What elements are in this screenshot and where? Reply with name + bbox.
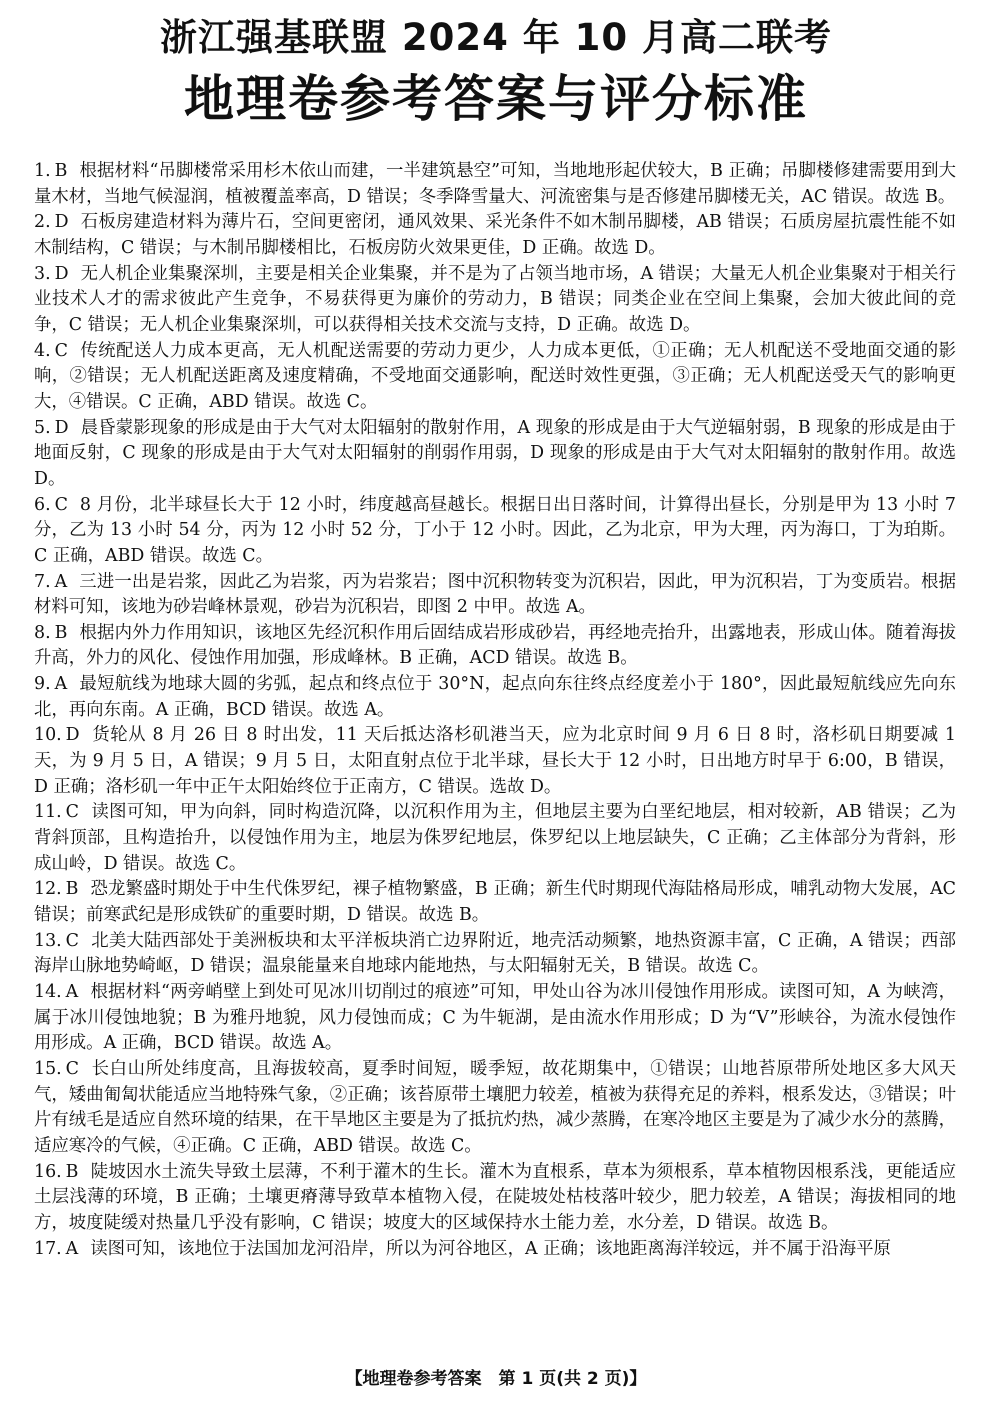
answer-item bbox=[34, 210, 956, 261]
answer-explanation: 8 月份，北半球昼长大于 12 小时，纬度越高昼越长。根据日出日落时间，计算得出昼长，分别是甲为 13 小时 7 分，乙为 13 小时 54 分，丙为 12 小时 52 分，丁小于 12 小时。因此，乙为北京，甲为大理，丙为海口，丁为珀斯。C 正确，ABD 错误。故选 C。 bbox=[34, 494, 956, 566]
answer-choice: D bbox=[54, 263, 69, 284]
answer-item bbox=[34, 723, 956, 800]
answer-choice: C bbox=[65, 930, 79, 951]
answer-choice: C bbox=[65, 1058, 79, 1079]
answer-item bbox=[34, 621, 956, 672]
answer-item bbox=[34, 159, 956, 210]
answer-number: 6. bbox=[34, 494, 51, 515]
answer-item bbox=[34, 929, 956, 980]
answer-item bbox=[34, 262, 956, 339]
answer-number: 15. bbox=[34, 1058, 62, 1079]
answer-choice: A bbox=[65, 1238, 79, 1259]
answer-item bbox=[34, 493, 956, 570]
answer-number: 2. bbox=[34, 212, 51, 233]
answer-explanation: 晨昏蒙影现象的形成是由于大气对太阳辐射的散射作用，A 现象的形成是由于大气逆辐射弱，B 现象的形成是由于地面反射，C 现象的形成是由于大气对太阳辐射的削弱作用弱，D 现象的形成是由于大气对太阳辐射的散射作用。故选 D。 bbox=[34, 417, 956, 489]
answer-choice: A bbox=[54, 674, 68, 695]
answer-item bbox=[34, 1057, 956, 1160]
answer-number: 12. bbox=[34, 879, 62, 900]
page-subtitle: 地理卷参考答案与评分标准 bbox=[184, 70, 808, 128]
answer-item bbox=[34, 339, 956, 416]
answer-number: 11. bbox=[34, 802, 62, 823]
answer-number: 1. bbox=[34, 161, 51, 181]
answer-number: 13. bbox=[34, 930, 62, 951]
answer-item bbox=[34, 980, 956, 1057]
answer-list bbox=[34, 159, 956, 1262]
answer-explanation: 三进一出是岩浆，因此乙为岩浆，丙为岩浆岩；图中沉积物转变为沉积岩，因此，甲为沉积岩，丁为变质岩。根据材料可知，该地为砂岩峰林景观，砂岩为沉积岩，即图 2 中甲。故选 A。 bbox=[34, 571, 956, 618]
answer-item bbox=[34, 1237, 956, 1263]
answer-explanation: 长白山所处纬度高，且海拔较高，夏季时间短，暖季短，故花期集中，①错误；山地苔原带所处地区多大风天气，矮曲匍匐状能适应当地特殊气象，②正确；该苔原带土壤肥力较差，植被为获得充足的养料，根系发达，③错误；叶片有绒毛是适应自然环境的结果，在干旱地区主要是为了抵抗灼热，减少蒸腾，在寒冷地区主要是为了减少水分的蒸腾，适应寒冷的气候，④正确。C 正确，ABD 错误。故选 C。 bbox=[34, 1058, 956, 1156]
answer-explanation: 传统配送人力成本更高，无人机配送需要的劳动力更少，人力成本更低，①正确；无人机配送不受地面交通的影响，②错误；无人机配送距离及速度精确，不受地面交通影响，配送时效性更强，③正确；无人机配送受天气的影响更大，④错误。C 正确，ABD 错误。故选 C。 bbox=[34, 340, 956, 412]
answer-choice: A bbox=[54, 571, 68, 592]
answer-number: 14. bbox=[34, 982, 62, 1002]
answer-explanation: 陡坡因水土流失导致土层薄，不利于灌木的生长。灌木为直根系，草本为须根系，草本植物因根系浅，更能适应土层浅薄的环境，B 正确；土壤更瘠薄导致草本植物入侵，在陡坡处枯枝落叶较少，肥力较差，A 错误；海拔相同的地方，坡度陡缓对热量几乎没有影响，C 错误；坡度大的区域保持水土能力差，水分差，D 错误。故选 B。 bbox=[34, 1161, 956, 1233]
answer-choice: B bbox=[54, 161, 68, 181]
answer-number: 3. bbox=[34, 263, 51, 284]
answer-choice: D bbox=[54, 212, 69, 233]
answer-explanation: 无人机企业集聚深圳，主要是相关企业集聚，并不是为了占领当地市场，A 错误；大量无人机企业集聚对于相关行业技术人才的需求彼此产生竞争，不易获得更为廉价的劳动力，B 错误；同类企业在空间上集聚，会加大彼此间的竞争，C 错误；无人机企业集聚深圳，可以获得相关技术交流与支持，D 正确。故选 D。 bbox=[34, 263, 956, 335]
answer-explanation: 根据材料“吊脚楼常采用杉木依山而建，一半建筑悬空”可知，当地地形起伏较大，B 正确；吊脚楼修建需要用到大量木材，当地气候湿润，植被覆盖率高，D 错误；冬季降雪量大、河流密集与是否修建吊脚楼无关，AC 错误。故选 B。 bbox=[34, 161, 956, 207]
answer-explanation: 根据内外力作用知识，该地区先经沉积作用后固结成岩形成砂岩，再经地壳抬升，出露地表，形成山体。随着海拔升高，外力的风化、侵蚀作用加强，形成峰林。B 正确，ACD 错误。故选 B。 bbox=[34, 622, 956, 669]
answer-choice: B bbox=[54, 622, 68, 643]
answer-choice: C bbox=[54, 494, 68, 515]
answer-number: 10. bbox=[34, 725, 62, 746]
answer-explanation: 货轮从 8 月 26 日 8 时出发，11 天后抵达洛杉矶港当天，应为北京时间 9 月 6 日 8 时，洛杉矶日期要减 1 天，为 9 月 5 日，A 错误；9 月 5 日，太阳直射点位于北半球，昼长大于 12 小时，日出地方时早于 6:00，B 错误，D 正确；洛杉矶一年中正午太阳始终位于正南方，C 错误。选故 D。 bbox=[34, 725, 956, 797]
answer-choice: A bbox=[65, 982, 79, 1002]
answer-explanation: 恐龙繁盛时期处于中生代侏罗纪，裸子植物繁盛，B 正确；新生代时期现代海陆格局形成，哺乳动物大发展，AC 错误；前寒武纪是形成铁矿的重要时期，D 错误。故选 B。 bbox=[34, 879, 956, 926]
answer-item bbox=[34, 416, 956, 493]
answer-choice: C bbox=[54, 340, 68, 361]
answer-explanation: 最短航线为地球大圆的劣弧，起点和终点位于 30°N，起点向东往终点经度差小于 180°，因此最短航线应先向东北，再向东南。A 正确，BCD 错误。故选 A。 bbox=[34, 674, 956, 720]
answer-explanation: 读图可知，该地位于法国加龙河沿岸，所以为河谷地区，A 正确；该地距离海洋较远，并不属于沿海平原 bbox=[90, 1238, 891, 1259]
answer-number: 5. bbox=[34, 417, 51, 438]
page-footer: 【地理卷参考答案 第 1 页(共 2 页)】 bbox=[345, 1369, 647, 1389]
answer-choice: B bbox=[65, 1161, 79, 1182]
answer-choice: C bbox=[65, 802, 79, 823]
answer-item bbox=[34, 800, 956, 877]
answer-item bbox=[34, 672, 956, 723]
answer-number: 8. bbox=[34, 622, 51, 643]
answer-item bbox=[34, 1160, 956, 1237]
answer-choice: D bbox=[65, 725, 80, 746]
answer-item bbox=[34, 877, 956, 928]
answer-choice: D bbox=[54, 417, 69, 438]
answer-explanation: 石板房建造材料为薄片石，空间更密闭，通风效果、采光条件不如木制吊脚楼，AB 错误；石质房屋抗震性能不如木制结构，C 错误；与木制吊脚楼相比，石板房防火效果更佳，D 正确。故选 D。 bbox=[34, 212, 956, 258]
answer-explanation: 读图可知，甲为向斜，同时构造沉降，以沉积作用为主，但地层主要为白垩纪地层，相对较新，AB 错误；乙为背斜顶部，且构造抬升，以侵蚀作用为主，地层为侏罗纪地层，侏罗纪以上地层缺失，C 正确；乙主体部分为背斜，形成山岭，D 错误。故选 C。 bbox=[34, 802, 956, 874]
page-title: 浙江强基联盟 2024 年 10 月高二联考 bbox=[160, 16, 832, 59]
answer-explanation: 根据材料“两旁峭壁上到处可见冰川切削过的痕迹”可知，甲处山谷为冰川侵蚀作用形成。读图可知，A 为峡湾，属于冰川侵蚀地貌；B 为雅丹地貌，风力侵蚀而成；C 为牛轭湖，是由流水作用形成；D 为“V”形峡谷，为流水侵蚀作用形成。A 正确，BCD 错误。故选 A。 bbox=[34, 982, 956, 1054]
answer-number: 4. bbox=[34, 340, 51, 361]
answer-explanation: 北美大陆西部处于美洲板块和太平洋板块消亡边界附近，地壳活动频繁，地热资源丰富，C 正确，A 错误；西部海岸山脉地势崎岖，D 错误；温泉能量来自地球内能地热，与太阳辐射无关，B 错误。故选 C。 bbox=[34, 930, 956, 977]
answer-choice: B bbox=[65, 879, 79, 900]
answer-item bbox=[34, 570, 956, 621]
answer-number: 16. bbox=[34, 1161, 62, 1182]
answer-number: 17. bbox=[34, 1238, 62, 1259]
answer-number: 9. bbox=[34, 674, 51, 695]
answer-number: 7. bbox=[34, 571, 51, 592]
